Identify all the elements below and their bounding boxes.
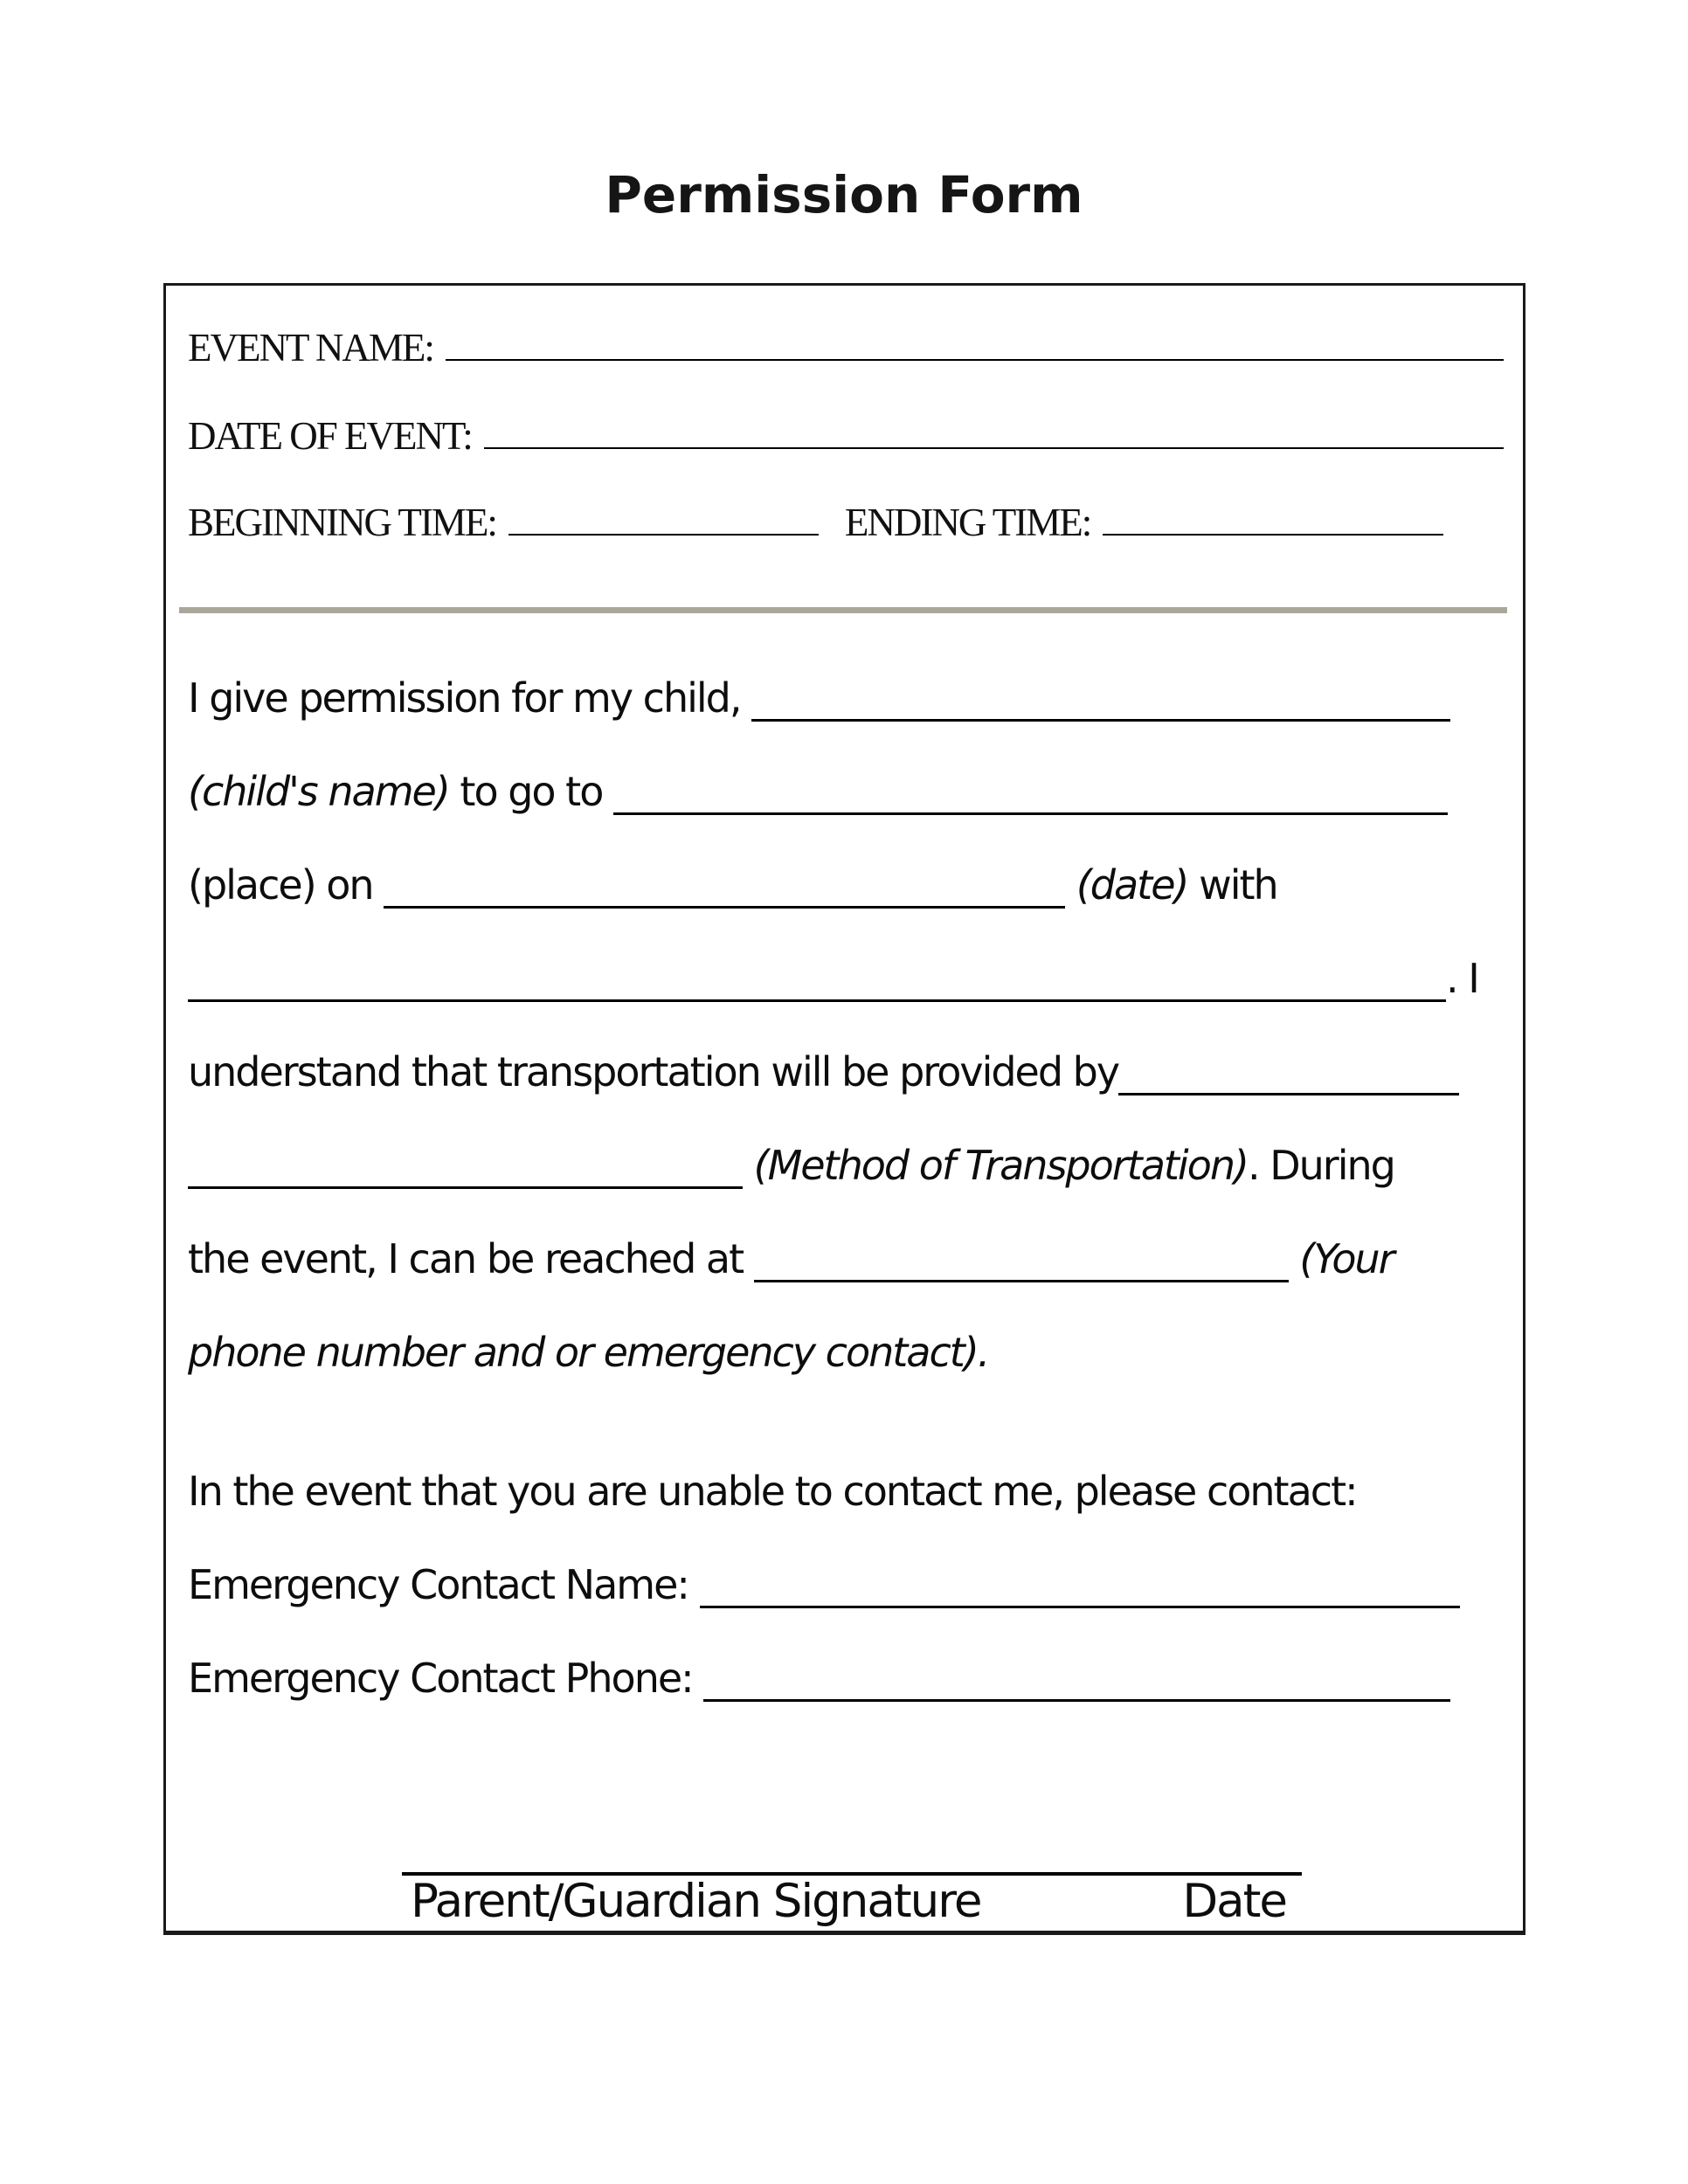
signature-label: Parent/Guardian Signature <box>411 1875 981 1928</box>
chaperone-blank[interactable] <box>188 970 1446 1002</box>
ending-time-label: ENDING TIME: <box>844 501 1091 544</box>
body-line-1-text: I give permission for my child, <box>188 674 752 722</box>
phone-blank[interactable] <box>754 1250 1289 1282</box>
body-line-3-text: (place) on <box>188 861 384 909</box>
body-line-3-text2: with <box>1187 861 1277 909</box>
contact-intro-line <box>188 1445 1501 1538</box>
place-blank[interactable] <box>613 783 1448 815</box>
emergency-phone-blank[interactable] <box>703 1669 1450 1702</box>
event-name-label: EVENT NAME: <box>188 326 433 370</box>
body-line-1 <box>188 652 1501 745</box>
emergency-phone-line <box>188 1632 1501 1725</box>
body-line-7-text: the event, I can be reached at <box>188 1235 754 1282</box>
contact-intro-text: In the event that you are unable to contact me, please contact: <box>188 1468 1357 1515</box>
child-name-caption: (child's name) <box>188 768 449 815</box>
phone-caption-close: phone number and or emergency contact). <box>188 1329 989 1376</box>
date-of-event-row <box>188 414 1504 458</box>
body-line-2-text: to go to <box>448 768 613 815</box>
body-line-6-text: . During <box>1247 1142 1394 1189</box>
date-of-event-blank[interactable] <box>484 421 1504 449</box>
emergency-phone-label: Emergency Contact Phone: <box>188 1655 704 1702</box>
section-divider <box>179 607 1507 613</box>
body-line-5-text: understand that transportation will be provided by <box>188 1048 1119 1095</box>
phone-caption-open: (Your <box>1288 1235 1394 1282</box>
emergency-name-line <box>188 1538 1501 1632</box>
transportation-blank-2[interactable] <box>188 1157 743 1189</box>
body-text <box>188 652 1501 1725</box>
beginning-time-blank[interactable] <box>508 508 819 536</box>
body-line-3 <box>188 839 1501 932</box>
date-label: Date <box>1182 1875 1286 1928</box>
beginning-time-label: BEGINNING TIME: <box>188 501 496 544</box>
body-line-8 <box>188 1306 1501 1400</box>
page-title: Permission Form <box>605 165 1083 225</box>
ending-time-blank[interactable] <box>1103 508 1443 536</box>
transportation-caption: (Method of Transportation) <box>743 1142 1248 1189</box>
paragraph-spacer <box>188 1400 1501 1445</box>
transportation-blank-1[interactable] <box>1118 1063 1459 1095</box>
body-line-2 <box>188 745 1501 839</box>
date-blank[interactable] <box>384 876 1065 909</box>
event-name-row <box>188 328 1504 368</box>
date-of-event-label: DATE OF EVENT: <box>188 414 472 458</box>
signature-labels <box>402 1877 1302 1926</box>
body-line-4-text: . I <box>1446 955 1478 1002</box>
emergency-name-label: Emergency Contact Name: <box>188 1561 700 1608</box>
time-row <box>188 503 1504 543</box>
date-caption: (date) <box>1065 861 1188 909</box>
body-line-5 <box>188 1026 1501 1119</box>
body-line-4 <box>188 932 1501 1026</box>
form-box <box>163 283 1525 1935</box>
body-line-7 <box>188 1213 1501 1306</box>
child-name-blank[interactable] <box>751 689 1450 722</box>
body-line-6 <box>188 1119 1501 1213</box>
event-name-blank[interactable] <box>446 333 1504 361</box>
emergency-name-blank[interactable] <box>700 1576 1460 1608</box>
signature-block <box>402 1872 1302 1926</box>
